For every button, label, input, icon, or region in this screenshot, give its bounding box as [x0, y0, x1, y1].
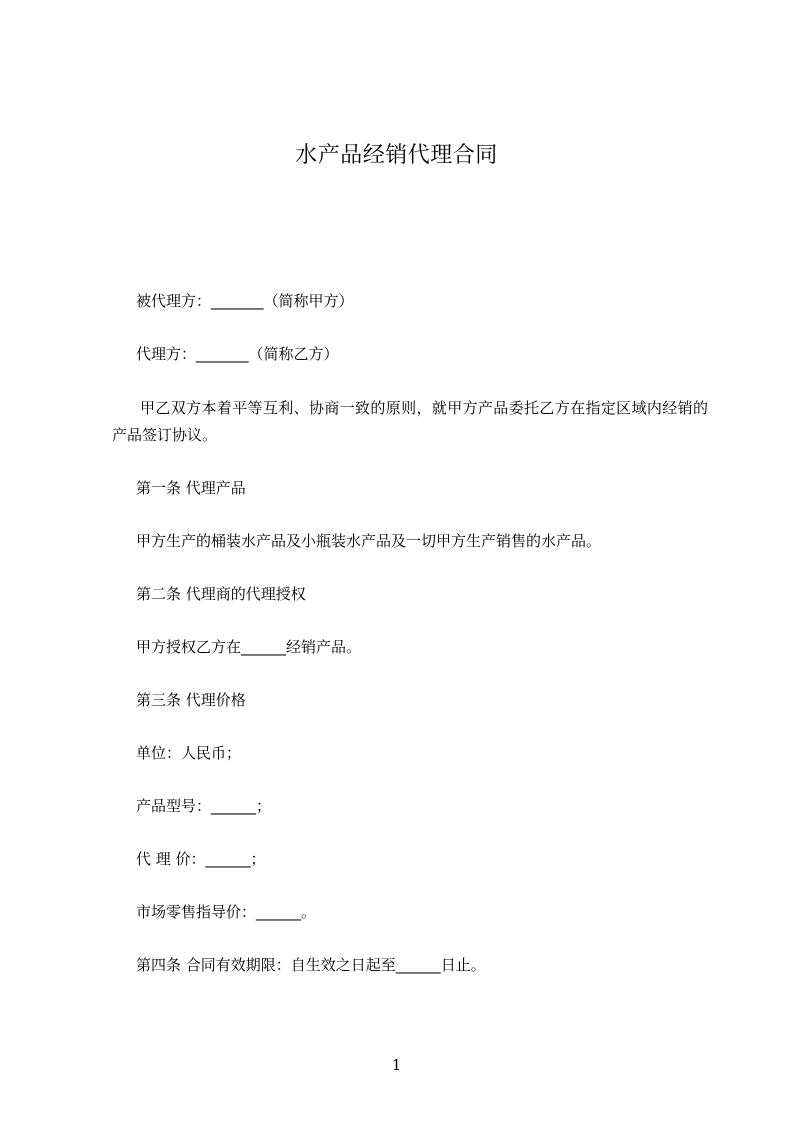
article-1-text: 甲方生产的桶装水产品及小瓶装水产品及一切甲方生产销售的水产品。 — [136, 532, 602, 550]
document-title: 水产品经销代理合同 — [295, 143, 498, 168]
principal-party-line: 被代理方：_______（简称甲方） — [136, 292, 354, 310]
agent-price-line: 代 理 价：______； — [136, 850, 266, 868]
article-2-text: 甲方授权乙方在______经销产品。 — [136, 638, 362, 656]
currency-line: 单位：人民币； — [136, 744, 242, 762]
article-2-heading: 第二条 代理商的代理授权 — [136, 585, 306, 603]
product-model-line: 产品型号：______； — [136, 797, 272, 815]
retail-price-line: 市场零售指导价：______。 — [136, 903, 317, 921]
article-1-heading: 第一条 代理产品 — [136, 479, 246, 497]
article-3-heading: 第三条 代理价格 — [136, 691, 246, 709]
page-number: 1 — [391, 1056, 402, 1074]
article-4-line: 第四条 合同有效期限：自生效之日起至______日止。 — [136, 956, 486, 974]
preamble-paragraph: 甲乙双方本着平等互利、协商一致的原则，就甲方产品委托乙方在指定区域内经销的产品签订协议。 — [112, 399, 708, 444]
agent-party-line: 代理方：_______（简称乙方） — [136, 345, 339, 363]
